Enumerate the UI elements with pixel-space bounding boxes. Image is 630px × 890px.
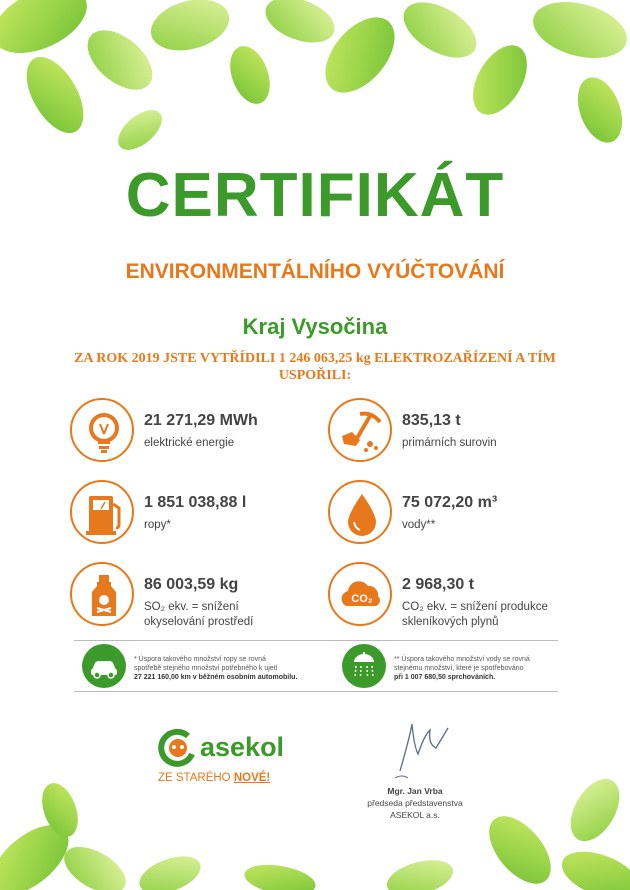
footnote-box — [74, 640, 558, 692]
certificate-title: CERTIFIKÁT — [125, 161, 505, 230]
stat-label-2: skleníkových plynů — [402, 616, 499, 628]
certificate-subtitle: ENVIRONMENTÁLNÍHO VYÚČTOVÁNÍ — [125, 260, 505, 283]
shower-note-line3: při 1 007 680,50 sprchováních. — [394, 674, 496, 681]
water-drop-icon — [328, 480, 392, 544]
leaves-top-decoration — [0, 0, 630, 170]
stat-value: 75 072,20 m³ — [402, 494, 498, 511]
signature-block — [340, 716, 490, 826]
stat-so2 — [70, 562, 330, 632]
signature-mark — [340, 716, 490, 786]
stat-electricity — [70, 398, 330, 468]
signatory-name: Mgr. Jan Vrba — [387, 786, 443, 796]
lightbulb-icon — [70, 398, 134, 462]
co2-cloud-icon — [328, 562, 392, 626]
intro-text: ZA ROK 2019 JSTE VYTŘÍDILI 1 246 063,25 kg ELEKTROZAŘÍZENÍ A TÍM USPOŘILI: — [74, 351, 556, 383]
logo-slogan: ZE STARÉHO NOVÉ! — [158, 772, 271, 784]
region-name: Kraj Vysočina — [242, 314, 388, 339]
stat-value: 21 271,29 MWh — [144, 412, 258, 429]
stat-value: 86 003,59 kg — [144, 576, 239, 593]
shower-note-line2: stejnému množství, které je spotřebováno — [394, 665, 524, 672]
stat-water — [328, 480, 588, 550]
stat-value: 835,13 t — [402, 412, 461, 429]
signatory-role: předseda představenstva — [367, 798, 463, 808]
stat-label: vody** — [402, 519, 436, 531]
shower-note — [394, 655, 530, 682]
poison-bottle-icon — [70, 562, 134, 626]
fuel-pump-icon — [70, 480, 134, 544]
stat-label-2: okyselování prostředí — [144, 616, 254, 628]
leaves-bottom-decoration — [0, 750, 630, 890]
stat-oil — [70, 480, 330, 550]
stat-label: elektrické energie — [144, 437, 235, 449]
stat-value: 1 851 038,88 l — [144, 494, 247, 511]
car-note — [134, 655, 297, 682]
pickaxe-icon — [328, 398, 392, 462]
asekol-logo — [158, 728, 298, 798]
stat-label: SO₂ ekv. = snížení — [144, 601, 239, 613]
car-icon — [82, 644, 126, 688]
co2-icon-text: CO₂ — [351, 593, 373, 605]
shower-note-line1: ** Úspora takového množství vody se rovná — [394, 656, 530, 663]
shower-icon — [342, 644, 386, 688]
car-note-line3: 27 221 160,00 km v běžném osobním automobilu. — [134, 674, 298, 681]
stat-label: primárních surovin — [402, 437, 497, 449]
signatory-org: ASEKOL a.s. — [390, 810, 440, 820]
stat-co2 — [328, 562, 588, 632]
stat-value: 2 968,30 t — [402, 576, 475, 593]
stat-label: ropy* — [144, 519, 171, 531]
car-note-line1: * Úspora takového množství ropy se rovná — [134, 656, 266, 663]
stat-label: CO₂ ekv. = snížení produkce — [402, 601, 548, 613]
stat-raw-materials — [328, 398, 588, 468]
asekol-logo-icon — [158, 728, 198, 768]
car-note-line2: spotřebě stejného množství potřebného k ujetí — [134, 665, 278, 672]
logo-wordmark: asekol — [200, 732, 285, 762]
